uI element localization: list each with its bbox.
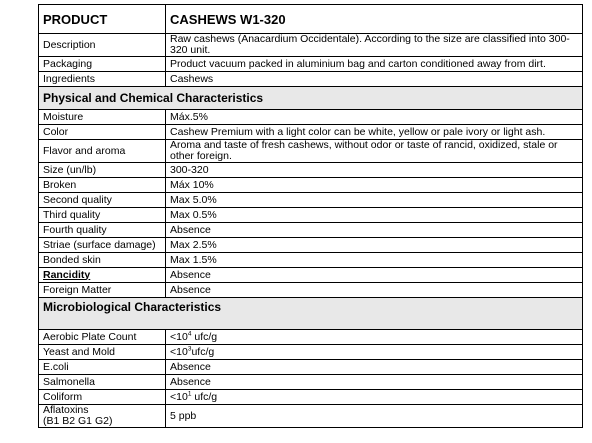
- row-value: Max 0.5%: [166, 208, 583, 223]
- table-row: [39, 178, 583, 193]
- value-exponent: 1: [187, 390, 192, 397]
- section-header-micro: [39, 298, 583, 330]
- value-unit: ufc/g: [191, 345, 215, 358]
- value-base: <10: [170, 345, 188, 358]
- value-exponent: 4: [187, 330, 192, 337]
- table-row: [39, 223, 583, 238]
- table-row: [39, 163, 583, 178]
- table-row: [39, 193, 583, 208]
- row-label: Moisture: [39, 110, 166, 125]
- product-label: PRODUCT: [39, 5, 166, 34]
- row-label: E.coli: [39, 360, 166, 375]
- row-label: Flavor and aroma: [39, 140, 166, 163]
- row-value: Absence: [166, 375, 583, 390]
- row-label: Bonded skin: [39, 253, 166, 268]
- row-label: Size (un/lb): [39, 163, 166, 178]
- row-value: Max 1.5%: [166, 253, 583, 268]
- value-unit: ufc/g: [191, 330, 218, 343]
- row-label: Yeast and Mold: [39, 345, 166, 360]
- row-label: Third quality: [39, 208, 166, 223]
- table-row: [39, 390, 583, 405]
- row-value: Absence: [166, 360, 583, 375]
- row-value: Máx 10%: [166, 178, 583, 193]
- product-spec-table: [38, 4, 583, 428]
- row-value: Raw cashews (Anacardium Occidentale). According to the size are classified into 300-320 unit.: [166, 34, 583, 57]
- row-label: Second quality: [39, 193, 166, 208]
- row-label: [39, 405, 166, 428]
- row-value: Absence: [166, 268, 583, 283]
- table-row: [39, 34, 583, 57]
- table-row: [39, 238, 583, 253]
- row-value: [166, 390, 583, 405]
- row-label: Color: [39, 125, 166, 140]
- row-value: Max 2.5%: [166, 238, 583, 253]
- row-label: Fourth quality: [39, 223, 166, 238]
- table-row: [39, 330, 583, 345]
- section-title: Microbiological Characteristics: [39, 298, 583, 330]
- value-exponent: 3: [187, 345, 192, 352]
- table-row: [39, 405, 583, 428]
- row-label: Rancidity: [39, 268, 166, 283]
- row-label: Description: [39, 34, 166, 57]
- table-row: [39, 375, 583, 390]
- table-row: [39, 208, 583, 223]
- row-label: Aerobic Plate Count: [39, 330, 166, 345]
- value-base: <10: [170, 390, 188, 403]
- row-value: Absence: [166, 223, 583, 238]
- table-row: [39, 125, 583, 140]
- row-label: Foreign Matter: [39, 283, 166, 298]
- row-label: Ingredients: [39, 72, 166, 87]
- row-label: Coliform: [39, 390, 166, 405]
- row-label: Broken: [39, 178, 166, 193]
- table-row: [39, 268, 583, 283]
- row-label: Packaging: [39, 57, 166, 72]
- row-value: Máx.5%: [166, 110, 583, 125]
- value-unit: ufc/g: [191, 390, 218, 403]
- value-base: <10: [170, 330, 188, 343]
- table-row: [39, 345, 583, 360]
- row-value: 300-320: [166, 163, 583, 178]
- row-value: Cashew Premium with a light color can be white, yellow or pale ivory or light ash.: [166, 125, 583, 140]
- header-row: [39, 5, 583, 34]
- row-value: Absence: [166, 283, 583, 298]
- label-line: Aflatoxins: [43, 404, 89, 416]
- label-line: (B1 B2 G1 G2): [43, 415, 113, 427]
- row-value: Product vacuum packed in aluminium bag and carton conditioned away from dirt.: [166, 57, 583, 72]
- table-row: [39, 360, 583, 375]
- product-name: CASHEWS W1-320: [166, 5, 583, 34]
- row-label: Salmonella: [39, 375, 166, 390]
- row-value: Max 5.0%: [166, 193, 583, 208]
- row-label: Striae (surface damage): [39, 238, 166, 253]
- table-row: [39, 110, 583, 125]
- row-value: [166, 345, 583, 360]
- section-title: Physical and Chemical Characteristics: [39, 87, 583, 110]
- table-row: [39, 140, 583, 163]
- section-header-physical: [39, 87, 583, 110]
- row-value: 5 ppb: [166, 405, 583, 428]
- table-row: [39, 72, 583, 87]
- table-row: [39, 57, 583, 72]
- row-value: Aroma and taste of fresh cashews, without odor or taste of rancid, oxidized, stale or other foreign.: [166, 140, 583, 163]
- row-value: Cashews: [166, 72, 583, 87]
- table-row: [39, 283, 583, 298]
- table-row: [39, 253, 583, 268]
- row-value: [166, 330, 583, 345]
